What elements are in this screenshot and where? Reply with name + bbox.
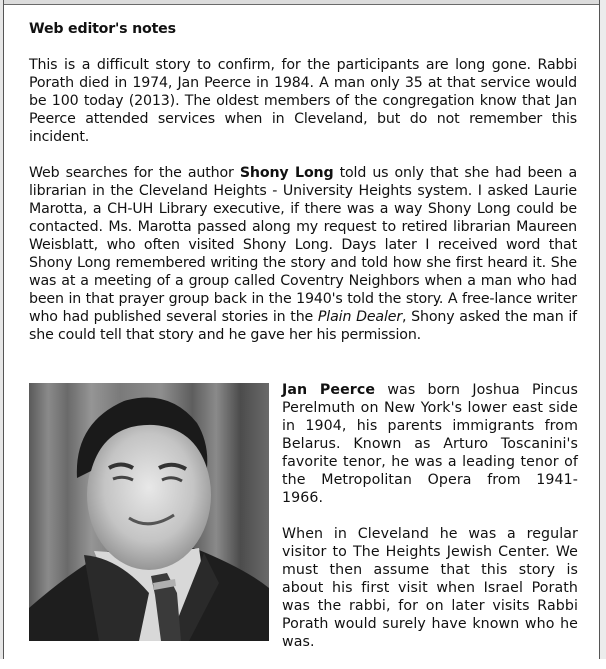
text-segment: told us only that she had been a librarian in the Cleveland Heights - University Heights system. I asked Laurie Marotta, a CH-UH Library executive, if there was a way Shony Long could be contacted. Ms. Marotta passed along my request to retired librarian Maureen Weisblatt, who often visited Shony Long. Days later I received word that Shony Long remembered writing the story and told how she first heard it. She was at a meeting of a group called Coventry Neighbors when a man who had been in that prayer group back in the 1940's told the story. A free-lance writer who had published several stories in the	[29, 165, 577, 325]
author-name: Shony Long	[239, 165, 334, 181]
face	[87, 420, 211, 570]
singer-name: Jan Peerce	[282, 382, 376, 398]
notes-paragraph-1: This is a difficult story to confirm, for the participants are long gone. Rabbi Porath died in 1974, Jan Peerce in 1984. A man only 35 at that service would be 100 today (2013). The oldest members of the congregation know that Jan Peerce attended services when in Cleveland, but do not remember this incident.	[29, 57, 577, 145]
text-segment: was born Joshua Pincus Perelmuth on New York's lower east side in 1904, his parents immigrants from Belarus. Known as Arturo Toscanini's favorite tenor, he was a leading tenor of the Metropolitan Opera from 1941- 1966.	[282, 382, 578, 506]
window-left-border	[0, 0, 4, 659]
text-segment: , Shony asked the man if she could tell that story and he gave her his permission.	[29, 309, 577, 343]
section-heading: Web editor's notes	[29, 21, 176, 37]
window-top-border	[0, 0, 606, 5]
bio-paragraph-2: When in Cleveland he was a regular visitor to The Heights Jewish Center. We must then assume that this story is about his first visit when Israel Porath was the rabbi, for on later visits Rabbi Porath would surely have known who he was.	[282, 526, 578, 650]
bio-paragraph-1	[282, 381, 578, 507]
editor-notes-section	[29, 20, 577, 362]
portrait-image	[29, 383, 269, 641]
bio-text	[282, 381, 578, 669]
portrait-photo	[29, 383, 269, 641]
newspaper-name: Plain Dealer	[317, 309, 403, 325]
notes-paragraph-2	[29, 164, 577, 344]
text-segment: Web searches for the author	[29, 165, 240, 181]
window-right-border	[599, 0, 606, 659]
